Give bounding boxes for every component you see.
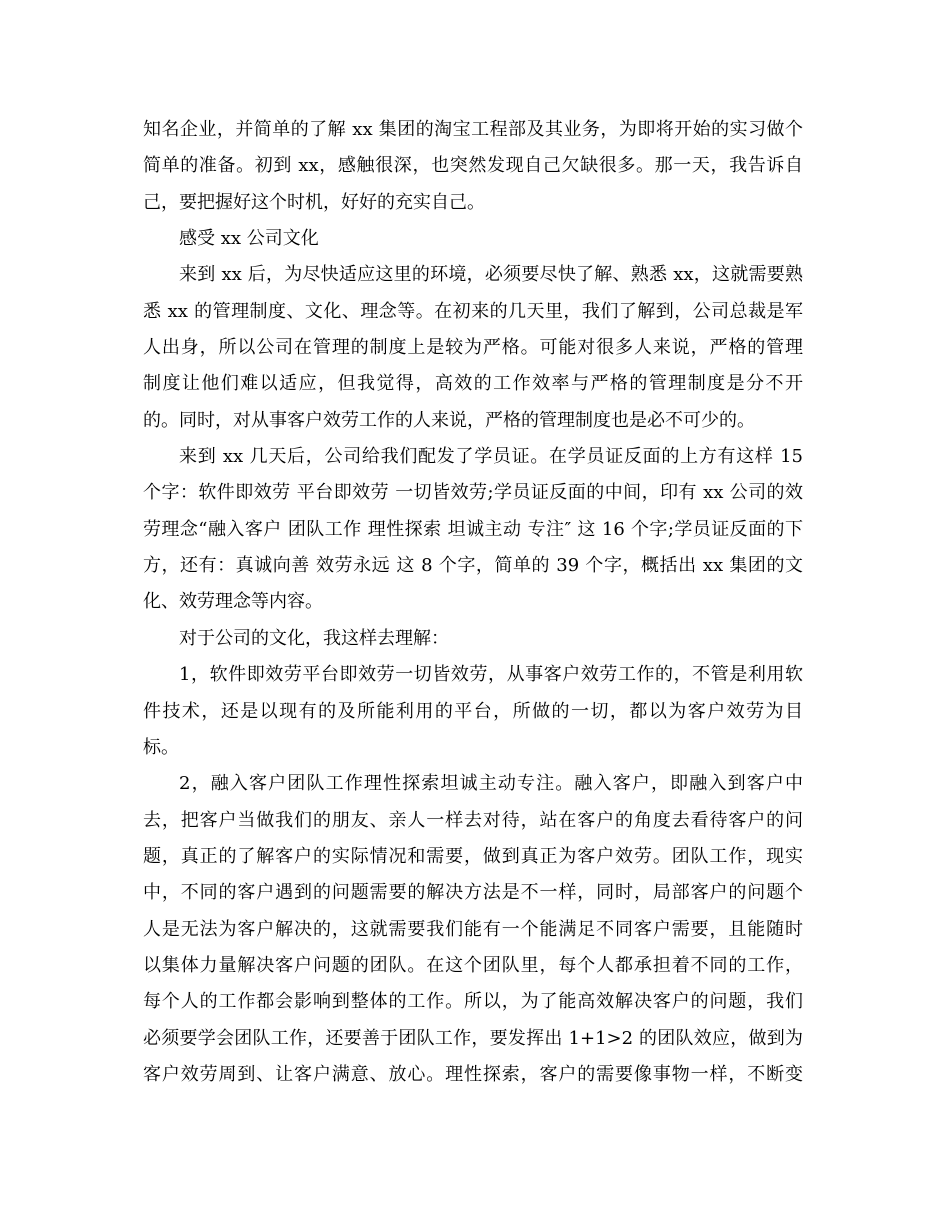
section-heading [143,221,803,257]
document-body [143,112,803,1093]
text-line: 人出身，所以公司在管理的制度上是较为严格。可能对很多人来说，严格的管理 [143,337,803,359]
text-line: 中，不同的客户遇到的问题需要的解决方法是不一样，同时，局部客户的问题个 [143,882,803,904]
text-line: 标。 [143,736,179,758]
text-line: 己，要把握好这个时机，好好的充实自己。 [143,191,485,213]
paragraph-point-2 [143,766,803,1093]
section-heading-text: 感受 xx 公司文化 [179,228,319,250]
paragraph-management-system [143,257,803,439]
text-line: 必须要学会团队工作，还要善于团队工作，要发挥出 1+1>2 的团队效应，做到为 [143,1027,803,1049]
text-line: 劳理念“融入客户 团队工作 理性探索 坦诚主动 专注″ 这 16 个字;学员证反面的下 [143,518,803,540]
paragraph-point-1 [143,657,803,766]
text-line: 1，软件即效劳平台即效劳一切皆效劳，从事客户效劳工作的，不管是利用软 [179,664,803,686]
text-line: 2，融入客户团队工作理性探索坦诚主动专注。融入客户，即融入到客户中 [179,773,803,795]
text-line: 每个人的工作都会影响到整体的工作。所以，为了能高效解决客户的问题，我们 [143,991,803,1013]
text-line: 去，把客户当做我们的朋友、亲人一样去对待，站在客户的角度去看待客户的问 [143,809,803,831]
text-line: 人是无法为客户解决的，这就需要我们能有一个能满足不同客户需要，且能随时 [143,918,803,940]
paragraph-culture-intro [143,621,803,657]
text-line: 悉 xx 的管理制度、文化、理念等。在初来的几天里，我们了解到，公司总裁是军 [143,300,803,322]
text-line: 客户效劳周到、让客户满意、放心。理性探索，客户的需要像事物一样，不断变 [143,1063,803,1085]
text-line: 对于公司的文化，我这样去理解： [179,627,449,649]
paragraph-student-card [143,439,803,621]
text-line: 个字：软件即效劳 平台即效劳 一切皆效劳;学员证反面的中间，印有 xx 公司的效 [143,482,803,504]
text-line: 来到 xx 几天后，公司给我们配发了学员证。在学员证反面的上方有这样 15 [179,446,803,468]
text-line: 以集体力量解决客户问题的团队。在这个团队里，每个人都承担着不同的工作， [143,954,803,976]
text-line: 的。同时，对从事客户效劳工作的人来说，严格的管理制度也是必不可少的。 [143,409,755,431]
text-line: 制度让他们难以适应，但我觉得，高效的工作效率与严格的管理制度是分不开 [143,373,803,395]
text-line: 化、效劳理念等内容。 [143,591,323,613]
text-line: 方，还有：真诚向善 效劳永远 这 8 个字，简单的 39 个字，概括出 xx 集团的文 [143,555,803,577]
text-line: 知名企业，并简单的了解 xx 集团的淘宝工程部及其业务，为即将开始的实习做个 [143,119,803,140]
paragraph-intro-continuation [143,112,803,221]
text-line: 简单的准备。初到 xx，感触很深，也突然发现自己欠缺很多。那一天，我告诉自 [143,155,803,177]
text-line: 来到 xx 后，为尽快适应这里的环境，必须要尽快了解、熟悉 xx，这就需要熟 [179,264,803,286]
text-line: 件技术，还是以现有的及所能利用的平台，所做的一切，都以为客户效劳为目 [143,700,803,722]
text-line: 题，真正的了解客户的实际情况和需要，做到真正为客户效劳。团队工作，现实 [143,845,803,867]
